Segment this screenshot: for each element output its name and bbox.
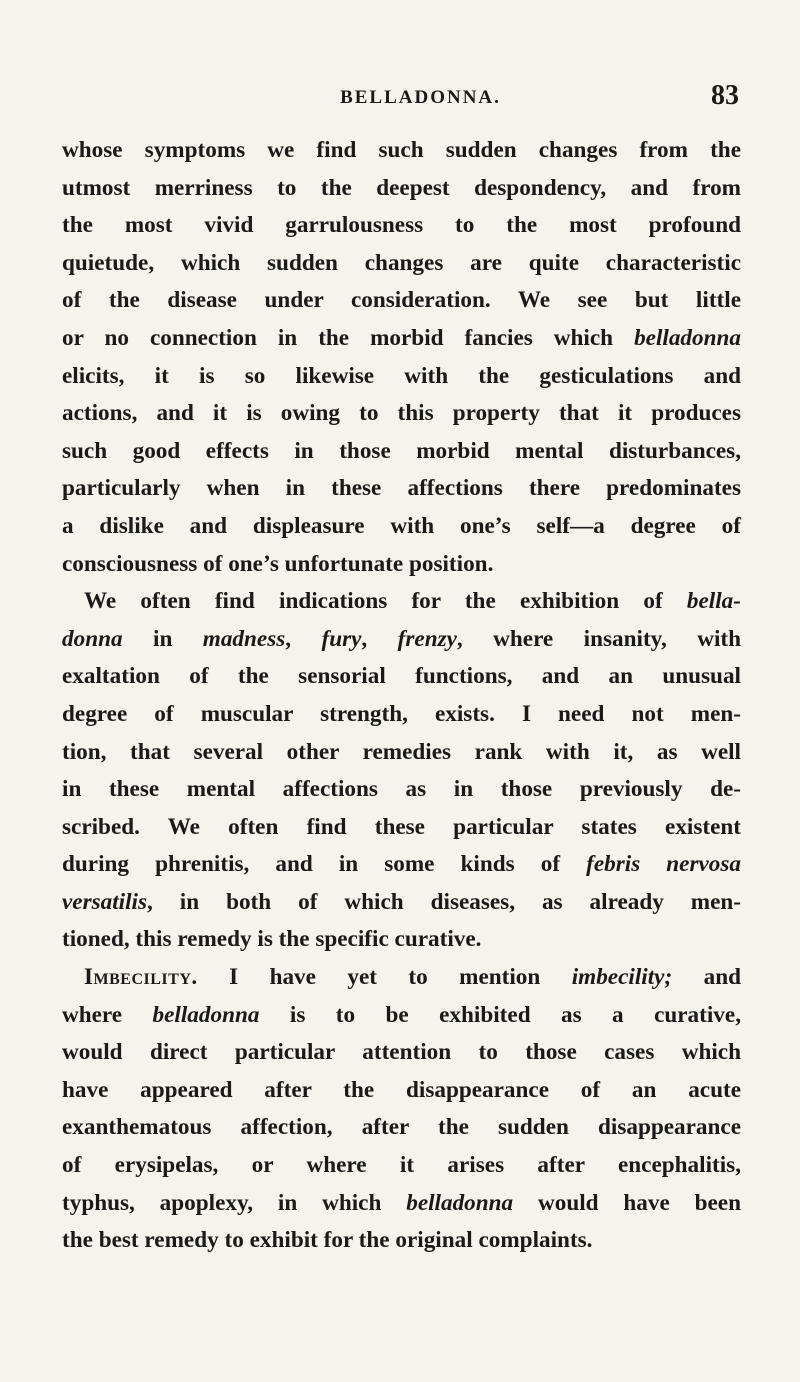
text-line: the most vivid garrulousness to the most profound [62, 212, 741, 239]
page-header [62, 80, 741, 116]
text-line: would direct particular attention to those cases which [62, 1039, 741, 1066]
text-line [62, 1185, 741, 1223]
italic-term: febris nervosa [586, 851, 741, 878]
text-line [62, 320, 741, 358]
text-line: quietude, which sudden changes are quite characteristic [62, 249, 741, 276]
text-line [62, 583, 741, 621]
page-number: 83 [711, 80, 739, 111]
text-line: a dislike and displeasure with one’s self—a degree of [62, 512, 741, 539]
text-line: exanthematous affection, after the sudden disappearance [62, 1114, 741, 1141]
text-line: in these mental affections as in those previously de- [62, 776, 741, 803]
text-line: tioned, this remedy is the specific curative. [62, 926, 482, 953]
text-line [62, 997, 741, 1035]
italic-term: belladonna [406, 1189, 514, 1216]
text-line: the best remedy to exhibit for the original complaints. [62, 1227, 593, 1254]
text-run: where [62, 1001, 153, 1028]
text-line: such good effects in those morbid mental disturbances, [62, 437, 741, 464]
text-line [62, 621, 741, 659]
text-line: actions, and it is owing to this property that it produces [62, 400, 741, 427]
text-run: , in both of which diseases, as already men- [147, 888, 741, 915]
text-line: of erysipelas, or where it arises after encephalitis, [62, 1152, 741, 1179]
text-line: consciousness of one’s unfortunate position. [62, 550, 494, 577]
text-line: elicits, it is so likewise with the gesticulations and [62, 362, 741, 389]
book-page [62, 80, 741, 1260]
text-run: in [122, 625, 203, 652]
text-run: , where insanity, with [456, 625, 742, 652]
text-line: utmost merriness to the deepest despondency, and from [62, 174, 741, 201]
section-heading: Imbecility. [84, 964, 198, 991]
italic-term: donna [62, 625, 123, 652]
italic-term: madness [202, 625, 286, 652]
text-line: particularly when in these affections there predominates [62, 475, 741, 502]
text-run: and [672, 964, 741, 991]
text-line: exaltation of the sensorial functions, and an unusual [62, 663, 741, 690]
text-line: tion, that several other remedies rank with it, as well [62, 738, 741, 765]
text-line [62, 959, 741, 997]
italic-term: belladonna [634, 324, 741, 351]
text-run: would have been [513, 1189, 741, 1216]
italic-term: bella- [686, 588, 741, 615]
text-run: , [285, 625, 322, 652]
text-run: I have yet to mention [197, 964, 572, 991]
text-line: whose symptoms we find such sudden changes from the [62, 137, 741, 163]
text-run: We often find indications for the exhibition of [84, 588, 687, 615]
text-line: degree of muscular strength, exists. I need not men- [62, 700, 741, 727]
text-line: of the disease under consideration. We see but little [62, 287, 741, 314]
italic-term: belladonna [152, 1001, 260, 1028]
running-head: BELLADONNA. [340, 87, 501, 108]
italic-term: versatilis [62, 888, 148, 915]
text-line: scribed. We often find these particular states existent [62, 813, 741, 840]
italic-term: fury [321, 625, 362, 652]
text-run: or no connection in the morbid fancies which [62, 324, 635, 351]
text-run: is to be exhibited as a curative, [259, 1001, 741, 1028]
text-line [62, 846, 741, 884]
text-run: during phrenitis, and in some kinds of [62, 851, 587, 878]
italic-term: frenzy [397, 625, 457, 652]
italic-term: imbecility; [571, 964, 673, 991]
text-run: , [361, 625, 398, 652]
text-run: typhus, apoplexy, in which [62, 1189, 407, 1216]
body-text [62, 132, 741, 1260]
text-line [62, 884, 741, 922]
text-line: have appeared after the disappearance of an acute [62, 1076, 741, 1103]
